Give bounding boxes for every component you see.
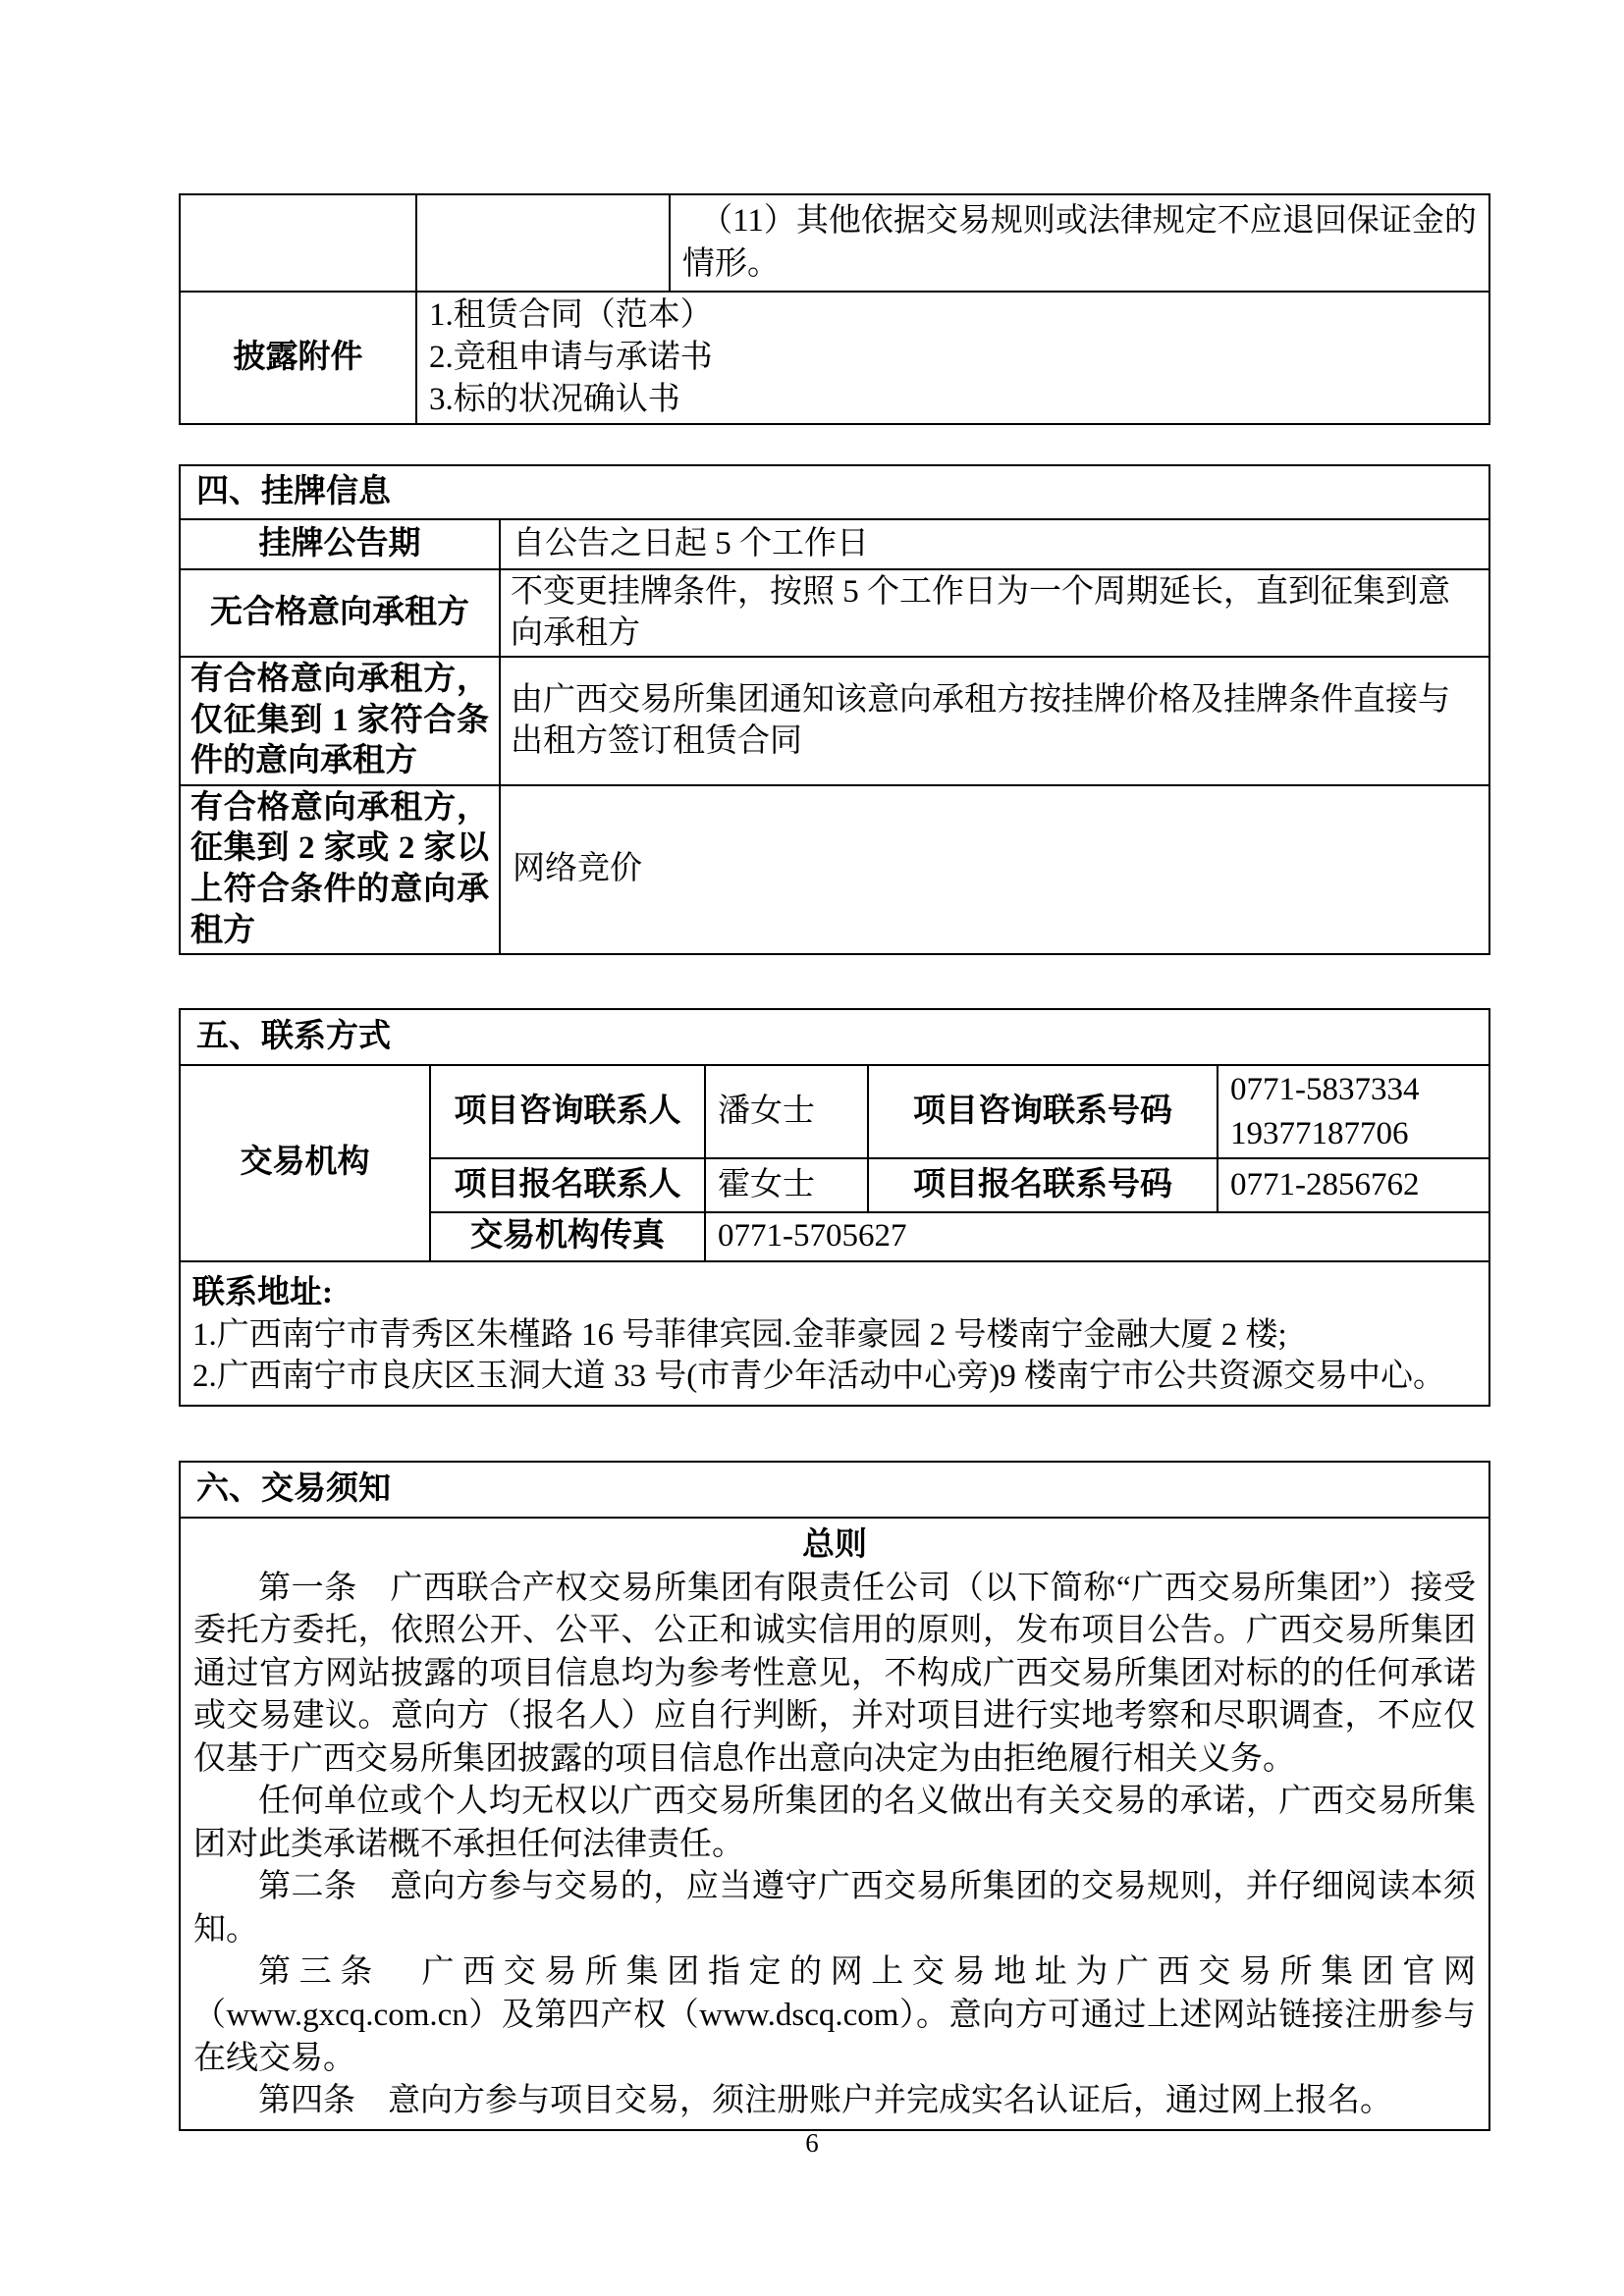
listing-row-label: 挂牌公告期: [180, 519, 500, 569]
table-row: [180, 657, 1489, 785]
org-label: 交易机构: [180, 1065, 430, 1261]
notice-paragraph: 第一条 广西联合产权交易所集团有限责任公司（以下简称“广西交易所集团”）接受委托方委托，依照公开、公平、公正和诚实信用的原则，发布项目公告。广西交易所集团通过官方网站披露的项目信息均为参考性意见，不构成广西交易所集团对标的的任何承诺或交易建议。意向方（报名人）应自行判断，并对项目进行实地考察和尽职调查，不应仅仅基于广西交易所集团披露的项目信息作出意向决定为由拒绝履行相关义务。: [193, 1570, 1476, 1777]
table-row: [180, 292, 1489, 424]
consult-phone-line: 19377187706: [1230, 1115, 1409, 1151]
table-row: [180, 1462, 1489, 1518]
address-cell: [180, 1261, 1489, 1406]
notice-paragraph: 任何单位或个人均无权以广西交易所集团的名义做出有关交易的承诺，广西交易所集团对此类承诺概不承担任何法律责任。: [193, 1784, 1476, 1862]
refund-condition-cell: [670, 194, 1489, 292]
listing-row-value: 由广西交易所集团通知该意向承租方按挂牌价格及挂牌条件直接与出租方签订租赁合同: [500, 657, 1489, 785]
listing-row-value: 网络竞价: [500, 785, 1489, 954]
signup-phone-label: 项目报名联系号码: [868, 1158, 1218, 1212]
deposit-attachments-table: [179, 193, 1490, 425]
signup-person-value: 霍女士: [705, 1158, 868, 1212]
attachment-item: 3.标的状况确认书: [429, 381, 680, 417]
section-title-notice: 六、交易须知: [180, 1462, 1489, 1518]
listing-info-table: [179, 464, 1490, 955]
consult-person-value: 潘女士: [705, 1065, 868, 1158]
empty-cell: [416, 194, 670, 292]
attachments-label: 披露附件: [180, 292, 416, 424]
consult-phone-line: 0771-5837334: [1230, 1072, 1420, 1107]
table-row: [180, 1009, 1489, 1065]
attachment-item: 1.租赁合同（范本）: [429, 297, 713, 333]
consult-phone-label: 项目咨询联系号码: [868, 1065, 1218, 1158]
signup-person-label: 项目报名联系人: [430, 1158, 705, 1212]
address-line: 2.广西南宁市良庆区玉洞大道 33 号(市青少年活动中心旁)9 楼南宁市公共资源交易中心。: [192, 1359, 1445, 1395]
table-row: [180, 194, 1489, 292]
consult-person-label: 项目咨询联系人: [430, 1065, 705, 1158]
page-number: 6: [805, 2128, 819, 2158]
table-row: [180, 465, 1489, 519]
section-title-contact: 五、联系方式: [180, 1009, 1489, 1065]
fax-value: 0771-5705627: [705, 1212, 1489, 1261]
table-row: [180, 1065, 1489, 1158]
listing-row-label: 有合格意向承租方，征集到 2 家或 2 家以上符合条件的意向承租方: [180, 785, 500, 954]
attachment-item: 2.竞租申请与承诺书: [429, 339, 713, 375]
listing-row-value: 自公告之日起 5 个工作日: [500, 519, 1489, 569]
empty-cell: [180, 194, 416, 292]
table-row: [180, 785, 1489, 954]
address-line: 1.广西南宁市青秀区朱槿路 16 号菲律宾园.金菲豪园 2 号楼南宁金融大厦 2 楼;: [192, 1316, 1287, 1353]
signup-phone-value: 0771-2856762: [1218, 1158, 1489, 1212]
table-row: [180, 519, 1489, 569]
table-row: [180, 1261, 1489, 1406]
consult-phone-cell: [1218, 1065, 1489, 1158]
notice-subtitle: 总则: [802, 1527, 867, 1563]
listing-row-value: 不变更挂牌条件，按照 5 个工作日为一个周期延长，直到征集到意向承租方: [500, 569, 1489, 657]
table-row: [180, 569, 1489, 657]
fax-label: 交易机构传真: [430, 1212, 705, 1261]
refund-condition-item: （11）其他依据交易规则或法律规定不应退回保证金的情形。: [682, 202, 1477, 282]
notice-body-cell: [180, 1518, 1489, 2130]
address-label: 联系地址:: [192, 1274, 333, 1310]
notice-paragraph: 第四条 意向方参与项目交易，须注册账户并完成实名认证后，通过网上报名。: [258, 2083, 1392, 2119]
contact-table: [179, 1008, 1490, 1407]
notice-table: [179, 1461, 1490, 2131]
listing-row-label: 有合格意向承租方，仅征集到 1 家符合条件的意向承租方: [180, 657, 500, 785]
notice-paragraph: 第三条 广西交易所集团指定的网上交易地址为广西交易所集团官网（www.gxcq.com.cn）及第四产权（www.dscq.com）。意向方可通过上述网站链接注册参与在线交易。: [193, 1954, 1476, 2076]
notice-paragraph: 第二条 意向方参与交易的，应当遵守广西交易所集团的交易规则，并仔细阅读本须知。: [193, 1869, 1476, 1948]
table-row: [180, 1518, 1489, 2130]
attachments-cell: [416, 292, 1489, 424]
listing-row-label: 无合格意向承租方: [180, 569, 500, 657]
section-title-listing: 四、挂牌信息: [180, 465, 1489, 519]
